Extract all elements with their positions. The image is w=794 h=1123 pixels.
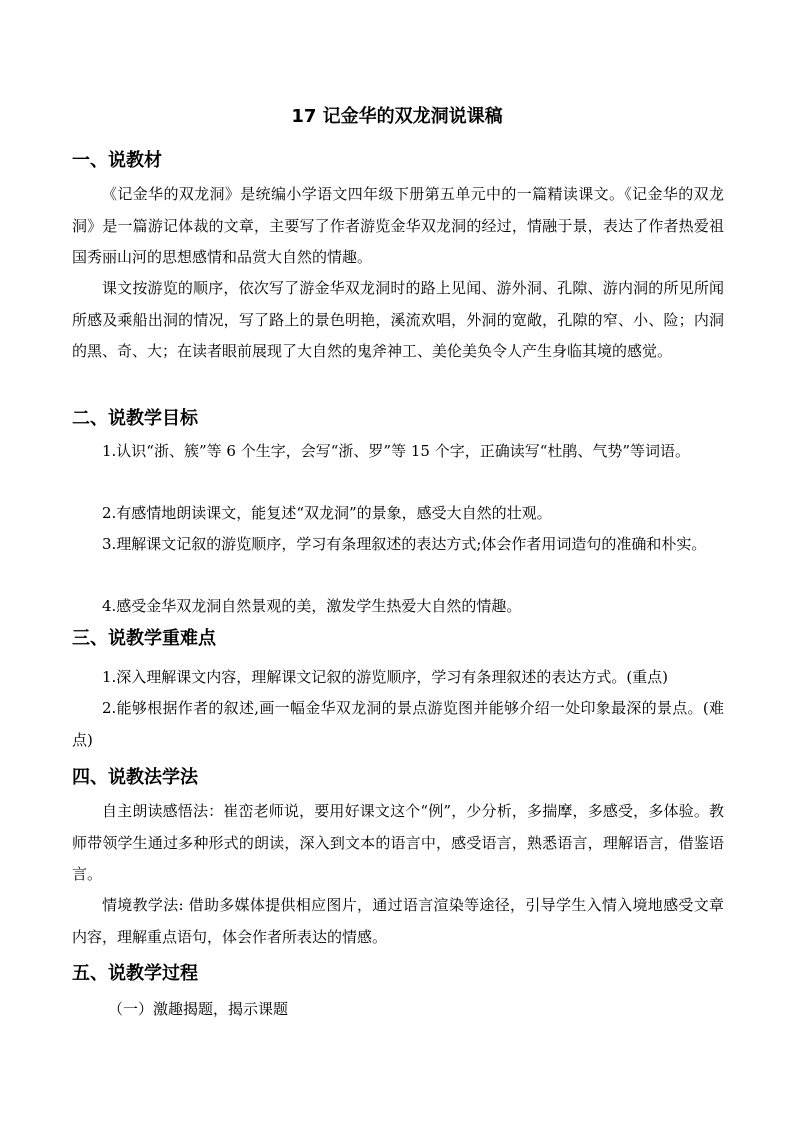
paragraph: 3.理解课文记叙的游览顺序，学习有条理叙述的表达方式;体会作者用词造句的准确和朴实。 bbox=[102, 535, 707, 553]
paragraph: 自主朗读感悟法：崔峦老师说，要用好课文这个“例”，少分析，多揣摩，多感受，多体验。教师带领学生通过多种形式的朗读，深入到文本的语言中，感受语言，熟悉语言，理解语言，借鉴语言。 bbox=[72, 802, 724, 883]
document-title: 17 记金华的双龙洞说课稿 bbox=[291, 106, 503, 127]
paragraph: 1.认识“浙、簇”等 6 个生字，会写“浙、罗”等 15 个字，正确读写“杜鹃、气势”等词语。 bbox=[102, 442, 691, 460]
section-heading-teaching-process: 五、说教学过程 bbox=[72, 963, 198, 984]
paragraph: 2.能够根据作者的叙述,画一幅金华双龙洞的景点游览图并能够介绍一处印象最深的景点。(难点) bbox=[72, 699, 724, 749]
paragraph: 4.感受金华双龙洞自然景观的美，激发学生热爱大自然的情趣。 bbox=[102, 597, 522, 615]
paragraph: 课文按游览的顺序，依次写了游金华双龙洞时的路上见闻、游外洞、孔隙、游内洞的所见所闻所感及乘船出洞的情况，写了路上的景色明艳，溪流欢唱，外洞的宽敞，孔隙的窄、小、险；内洞的黑、奇、大；在读者眼前展现了大自然的鬼斧神工、美伦美奂令人产生身临其境的感觉。 bbox=[72, 279, 724, 360]
section-heading-teaching-material: 一、说教材 bbox=[72, 150, 162, 171]
paragraph: 2.有感情地朗读课文，能复述“双龙洞”的景象，感受大自然的壮观。 bbox=[102, 504, 552, 522]
paragraph: 1.深入理解课文内容，理解课文记叙的游览顺序，学习有条理叙述的表达方式。(重点) bbox=[102, 668, 669, 686]
section-heading-teaching-learning-methods: 四、说教法学法 bbox=[72, 767, 198, 788]
paragraph: 情境教学法: 借助多媒体提供相应图片，通过语言渲染等途径，引导学生入情入境地感受文章内容，理解重点语句，体会作者所表达的情感。 bbox=[72, 896, 724, 946]
section-heading-teaching-goals: 二、说教学目标 bbox=[72, 408, 198, 429]
paragraph: 《记金华的双龙洞》是统编小学语文四年级下册第五单元中的一篇精读课文。《记金华的双龙洞》是一篇游记体裁的文章，主要写了作者游览金华双龙洞的经过，情融于景，表达了作者热爱祖国秀丽山河的思想感情和品赏大自然的情趣。 bbox=[72, 185, 724, 266]
section-heading-key-difficult-points: 三、说教学重难点 bbox=[72, 628, 216, 649]
subsection-heading: （一）激趣揭题，揭示课题 bbox=[108, 1000, 289, 1018]
